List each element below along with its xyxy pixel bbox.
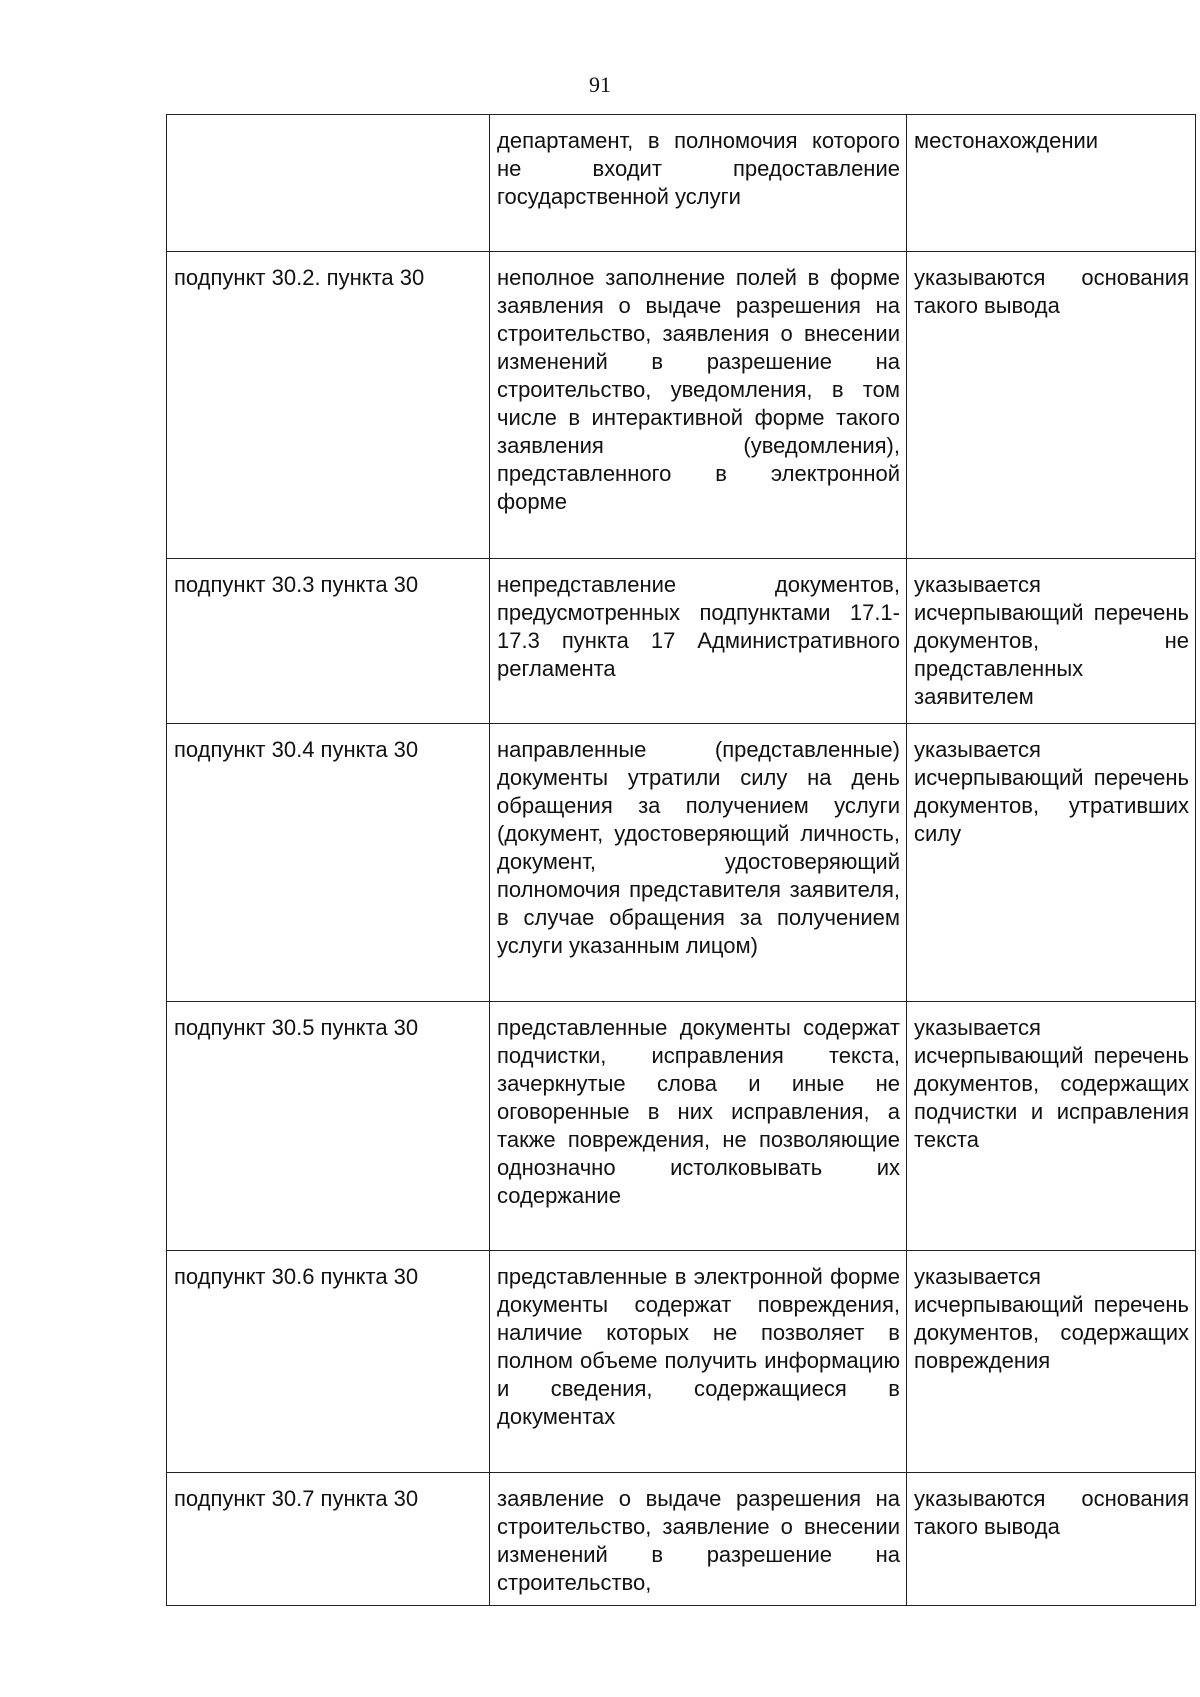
table-cell-note: местонахождении	[907, 115, 1196, 252]
table-row	[167, 252, 1196, 559]
table-cell-ground: заявление о выдаче разрешения на строительство, заявление о внесении изменений в разрешение на строительство,	[490, 1473, 907, 1606]
table-cell-note: указываются основания такого вывода	[907, 1473, 1196, 1606]
table-cell-ref: подпункт 30.4 пункта 30	[167, 724, 490, 1002]
table-row	[167, 1473, 1196, 1606]
table-cell-ground: представленные в электронной форме документы содержат повреждения, наличие которых не позволяет в полном объеме получить информацию и сведения, содержащиеся в документах	[490, 1251, 907, 1473]
grounds-table	[166, 114, 1196, 1606]
page-number: 91	[589, 72, 611, 97]
table-cell-ref: подпункт 30.2. пункта 30	[167, 252, 490, 559]
table-cell-ground: направленные (представленные) документы утратили силу на день обращения за получением услуги (документ, удостоверяющий личность, документ, удостоверяющий полномочия представителя заявителя, в случае обращения за получением услуги указанным лицом)	[490, 724, 907, 1002]
table-cell-ref: подпункт 30.6 пункта 30	[167, 1251, 490, 1473]
table-cell-note: указывается исчерпывающий перечень документов, утративших силу	[907, 724, 1196, 1002]
table-cell-ground: непредставление документов, предусмотренных подпунктами 17.1-17.3 пункта 17 Административного регламента	[490, 559, 907, 724]
table-row	[167, 1002, 1196, 1251]
table-cell-note: указываются основания такого вывода	[907, 252, 1196, 559]
table-cell-ref	[167, 115, 490, 252]
table-cell-ref: подпункт 30.7 пункта 30	[167, 1473, 490, 1606]
table-row	[167, 1251, 1196, 1473]
table-row	[167, 115, 1196, 252]
table-cell-ground: представленные документы содержат подчистки, исправления текста, зачеркнутые слова и иные не оговоренные в них исправления, а также повреждения, не позволяющие однозначно истолковывать их содержание	[490, 1002, 907, 1251]
table-cell-note: указывается исчерпывающий перечень документов, содержащих повреждения	[907, 1251, 1196, 1473]
table-row	[167, 724, 1196, 1002]
table-cell-note: указывается исчерпывающий перечень документов, не представленных заявителем	[907, 559, 1196, 724]
table-row	[167, 559, 1196, 724]
table-cell-ref: подпункт 30.3 пункта 30	[167, 559, 490, 724]
table-cell-ref: подпункт 30.5 пункта 30	[167, 1002, 490, 1251]
table-cell-note: указывается исчерпывающий перечень документов, содержащих подчистки и исправления текста	[907, 1002, 1196, 1251]
table-cell-ground: неполное заполнение полей в форме заявления о выдаче разрешения на строительство, заявления о внесении изменений в разрешение на строительство, уведомления, в том числе в интерактивной форме такого заявления (уведомления), представленного в электронной форме	[490, 252, 907, 559]
table-cell-ground: департамент, в полномочия которого не входит предоставление государственной услуги	[490, 115, 907, 252]
